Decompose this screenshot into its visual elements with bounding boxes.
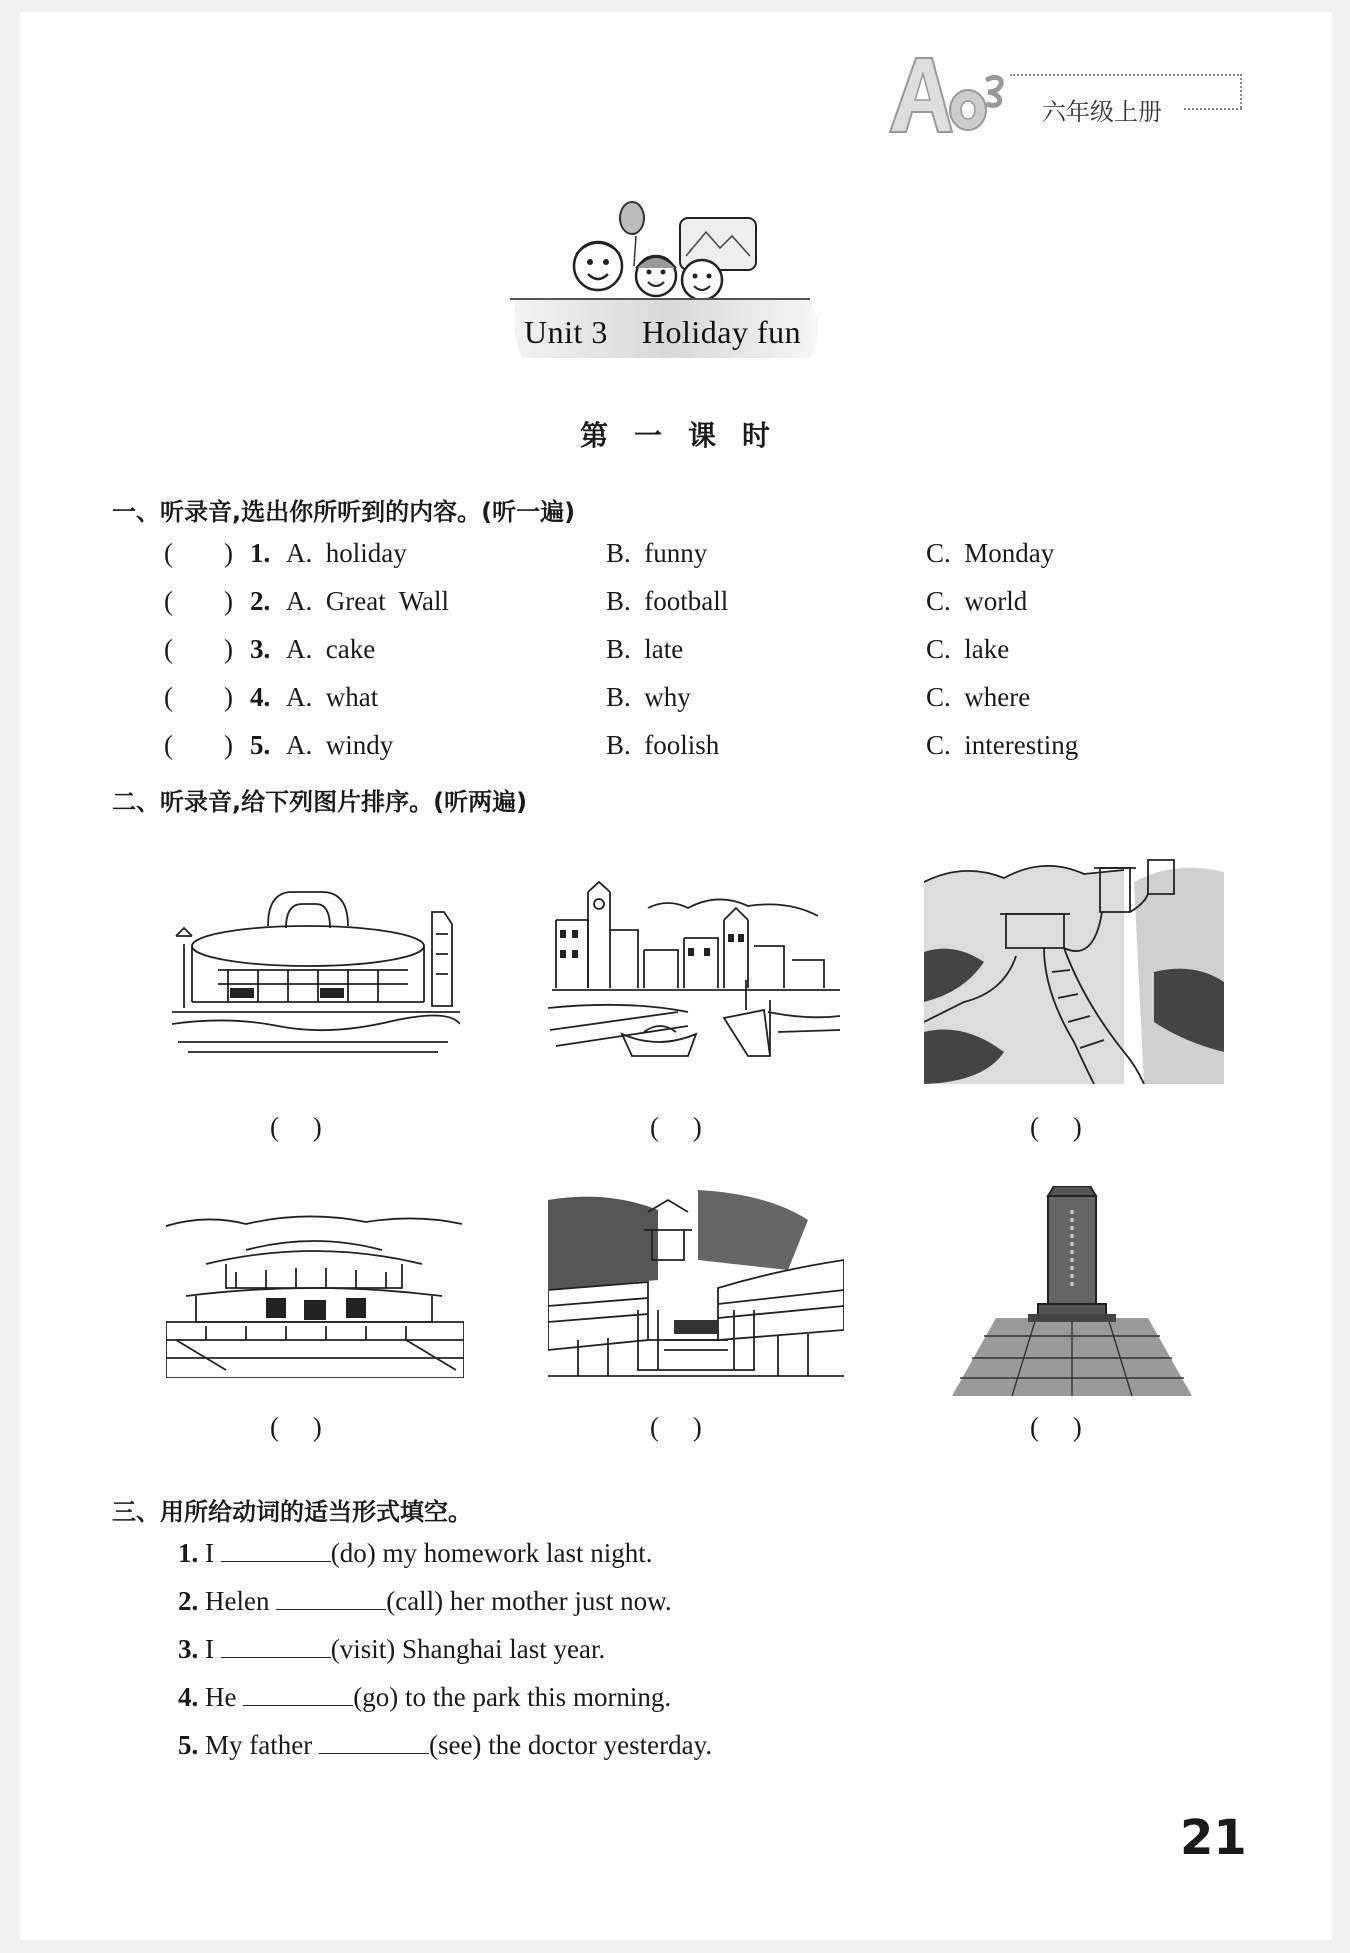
aoe-logo-icon (882, 52, 1012, 136)
listening-question-5 (0, 730, 1350, 770)
answer-paren-open: ( (164, 682, 173, 712)
page-number: 21 (1180, 1810, 1247, 1866)
temple-courtyard-picture (548, 1190, 844, 1386)
option-b: B. funny (606, 538, 708, 568)
section1-title: 一、听录音,选出你所听到的内容。(听一遍) (112, 498, 576, 526)
fill-in-question-2 (178, 1586, 672, 1617)
answer-blank[interactable] (243, 1683, 353, 1706)
listening-question-1 (0, 538, 1350, 578)
sentence-start: My father (198, 1730, 319, 1760)
sentence-end: the doctor yesterday. (481, 1730, 713, 1760)
option-c: C. where (926, 682, 1031, 712)
verb-hint: (visit) (330, 1634, 396, 1664)
question-number: 1. (250, 538, 271, 568)
question-number: 2. (250, 586, 271, 616)
section3-title: 三、用所给动词的适当形式填空。 (112, 1498, 472, 1526)
fill-in-question-5 (178, 1730, 712, 1761)
answer-paren-close: ) (224, 586, 233, 616)
sentence-end: Shanghai last year. (395, 1634, 606, 1664)
option-b: B. late (606, 634, 684, 664)
answer-paren: ( ) (1030, 1412, 1082, 1442)
option-a: A. Great Wall (286, 586, 450, 616)
answer-paren-open: ( (164, 730, 173, 760)
question-number: 5. (178, 1730, 199, 1760)
sentence-start: Helen (198, 1586, 277, 1616)
question-number: 3. (250, 634, 271, 664)
question-number: 1. (178, 1538, 199, 1568)
answer-paren-open: ( (164, 634, 173, 664)
banner-line (510, 298, 810, 300)
header-dotted-line (1240, 74, 1242, 108)
sentence-end: to the park this morning. (398, 1682, 672, 1712)
sentence-start: I (198, 1538, 221, 1568)
listening-question-4 (0, 682, 1350, 722)
fill-in-question-3 (178, 1634, 605, 1665)
verb-hint: (go) (353, 1682, 399, 1712)
option-a: A. what (286, 682, 379, 712)
answer-blank[interactable] (221, 1539, 331, 1562)
option-c: C. Monday (926, 538, 1055, 568)
question-number: 2. (178, 1586, 199, 1616)
section2-title: 二、听录音,给下列图片排序。(听两遍) (112, 788, 528, 816)
stadium-picture (168, 884, 460, 1062)
listening-question-2 (0, 586, 1350, 626)
option-c: C. lake (926, 634, 1010, 664)
answer-blank[interactable] (221, 1635, 331, 1658)
option-a: A. windy (286, 730, 394, 760)
sentence-end: her mother just now. (443, 1586, 672, 1616)
sentence-start: He (198, 1682, 244, 1712)
answer-paren-close: ) (224, 538, 233, 568)
header-dotted-line (1184, 108, 1242, 110)
answer-blank[interactable] (319, 1731, 429, 1754)
answer-paren-close: ) (224, 682, 233, 712)
answer-paren-open: ( (164, 586, 173, 616)
sentence-start: I (198, 1634, 221, 1664)
verb-hint: (call) (386, 1586, 444, 1616)
option-c: C. interesting (926, 730, 1079, 760)
option-a: A. cake (286, 634, 376, 664)
answer-blank[interactable] (276, 1587, 386, 1610)
header-dotted-line (1010, 74, 1242, 76)
answer-paren: ( ) (650, 1412, 702, 1442)
verb-hint: (see) (428, 1730, 482, 1760)
great-wall-picture (924, 852, 1224, 1084)
harbour-city-picture (548, 880, 844, 1066)
option-b: B. football (606, 586, 729, 616)
answer-paren: ( ) (1030, 1112, 1082, 1142)
question-number: 5. (250, 730, 271, 760)
answer-paren-open: ( (164, 538, 173, 568)
sentence-end: my homework last night. (375, 1538, 653, 1568)
fill-in-question-1 (178, 1538, 652, 1569)
answer-paren-close: ) (224, 730, 233, 760)
tiananmen-picture (166, 1210, 464, 1378)
answer-paren: ( ) (270, 1412, 322, 1442)
answer-paren: ( ) (650, 1112, 702, 1142)
question-number: 3. (178, 1634, 199, 1664)
verb-hint: (do) (330, 1538, 376, 1568)
monument-picture (952, 1186, 1192, 1400)
kids-illustration (560, 196, 770, 306)
grade-label: 六年级上册 (1042, 98, 1162, 126)
question-number: 4. (178, 1682, 199, 1712)
option-a: A. holiday (286, 538, 407, 568)
listening-question-3 (0, 634, 1350, 674)
option-b: B. foolish (606, 730, 720, 760)
unit-title: Unit 3 Holiday fun (524, 314, 802, 350)
option-c: C. world (926, 586, 1028, 616)
answer-paren-close: ) (224, 634, 233, 664)
fill-in-question-4 (178, 1682, 671, 1713)
answer-paren: ( ) (270, 1112, 322, 1142)
option-b: B. why (606, 682, 691, 712)
lesson-title: 第一课时 (580, 419, 797, 452)
question-number: 4. (250, 682, 271, 712)
